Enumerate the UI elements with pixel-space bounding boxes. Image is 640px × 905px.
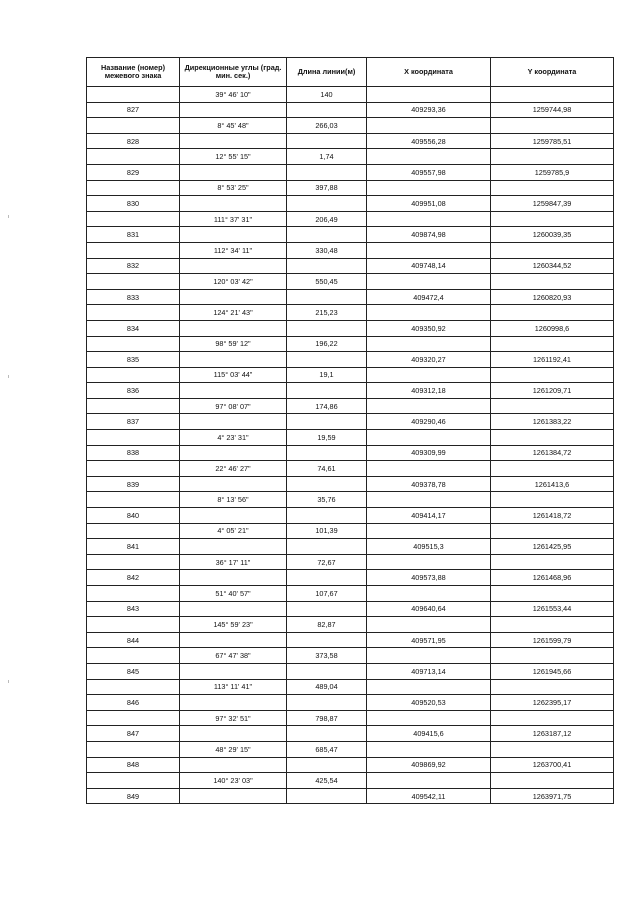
table-row <box>87 320 614 336</box>
cell-y <box>491 648 614 664</box>
cell-x <box>367 710 491 726</box>
cell-angle <box>180 508 287 524</box>
table-row <box>87 258 614 274</box>
cell-length: 425,54 <box>287 773 367 789</box>
cell-x: 409312,18 <box>367 383 491 399</box>
table-row <box>87 445 614 461</box>
cell-x <box>367 336 491 352</box>
header-length: Длина линии(м) <box>287 58 367 87</box>
cell-y <box>491 741 614 757</box>
table-row <box>87 211 614 227</box>
cell-angle <box>180 196 287 212</box>
cell-name <box>87 305 180 321</box>
cell-angle: 8° 45' 48" <box>180 118 287 134</box>
cell-length: 82,87 <box>287 617 367 633</box>
table-row <box>87 196 614 212</box>
cell-y: 1259785,9 <box>491 164 614 180</box>
cell-length <box>287 632 367 648</box>
cell-name: 843 <box>87 601 180 617</box>
cell-y <box>491 586 614 602</box>
cell-name <box>87 679 180 695</box>
cell-y: 1261383,22 <box>491 414 614 430</box>
cell-name <box>87 180 180 196</box>
cell-length: 266,03 <box>287 118 367 134</box>
cell-name: 842 <box>87 570 180 586</box>
cell-y <box>491 710 614 726</box>
cell-length: 330,48 <box>287 242 367 258</box>
cell-name: 836 <box>87 383 180 399</box>
cell-y <box>491 679 614 695</box>
cell-x: 409309,99 <box>367 445 491 461</box>
cell-x: 409869,92 <box>367 757 491 773</box>
cell-y <box>491 242 614 258</box>
cell-y <box>491 211 614 227</box>
cell-angle: 22° 46' 27" <box>180 461 287 477</box>
cell-x: 409556,28 <box>367 133 491 149</box>
table-row <box>87 367 614 383</box>
cell-y <box>491 773 614 789</box>
cell-y: 1263971,75 <box>491 788 614 804</box>
cell-length: 798,87 <box>287 710 367 726</box>
cell-name <box>87 586 180 602</box>
cell-length <box>287 757 367 773</box>
cell-x <box>367 149 491 165</box>
table-row <box>87 87 614 103</box>
table-row <box>87 741 614 757</box>
cell-x <box>367 679 491 695</box>
table-header-row <box>87 58 614 87</box>
cell-x <box>367 648 491 664</box>
cell-angle: 8° 13' 56" <box>180 492 287 508</box>
table-row <box>87 726 614 742</box>
cell-angle: 8° 53' 25" <box>180 180 287 196</box>
header-name: Название (номер) межевого знака <box>87 58 180 87</box>
cell-name: 845 <box>87 663 180 679</box>
cell-x <box>367 586 491 602</box>
cell-length <box>287 383 367 399</box>
cell-length <box>287 570 367 586</box>
cell-length: 373,58 <box>287 648 367 664</box>
cell-angle: 98° 59' 12" <box>180 336 287 352</box>
cell-length: 174,86 <box>287 398 367 414</box>
cell-angle <box>180 663 287 679</box>
cell-x <box>367 617 491 633</box>
cell-name <box>87 523 180 539</box>
table-row <box>87 305 614 321</box>
table-row <box>87 539 614 555</box>
table-row <box>87 336 614 352</box>
table-row <box>87 601 614 617</box>
cell-length <box>287 601 367 617</box>
cell-x: 409874,98 <box>367 227 491 243</box>
cell-x: 409290,46 <box>367 414 491 430</box>
cell-angle: 12° 55' 15" <box>180 149 287 165</box>
cell-length: 685,47 <box>287 741 367 757</box>
cell-name <box>87 336 180 352</box>
cell-y: 1261945,66 <box>491 663 614 679</box>
cell-angle: 145° 59' 23" <box>180 617 287 633</box>
table-row <box>87 617 614 633</box>
table-row <box>87 632 614 648</box>
cell-x: 409748,14 <box>367 258 491 274</box>
cell-x <box>367 180 491 196</box>
cell-name <box>87 242 180 258</box>
cell-angle <box>180 539 287 555</box>
cell-y: 1259847,39 <box>491 196 614 212</box>
cell-y: 1261468,96 <box>491 570 614 586</box>
cell-angle <box>180 352 287 368</box>
cell-name: 828 <box>87 133 180 149</box>
cell-y: 1260344,52 <box>491 258 614 274</box>
cell-y <box>491 554 614 570</box>
cell-y <box>491 523 614 539</box>
cell-y: 1260039,35 <box>491 227 614 243</box>
cell-name: 834 <box>87 320 180 336</box>
cell-length: 397,88 <box>287 180 367 196</box>
cell-x <box>367 492 491 508</box>
table-row <box>87 773 614 789</box>
cell-y <box>491 118 614 134</box>
cell-length: 140 <box>287 87 367 103</box>
table-row <box>87 523 614 539</box>
cell-name: 830 <box>87 196 180 212</box>
cell-y: 1261553,44 <box>491 601 614 617</box>
table-row <box>87 554 614 570</box>
cell-name <box>87 430 180 446</box>
cell-length <box>287 445 367 461</box>
cell-name <box>87 211 180 227</box>
cell-length <box>287 726 367 742</box>
table-row <box>87 164 614 180</box>
cell-angle <box>180 164 287 180</box>
cell-name <box>87 398 180 414</box>
cell-y <box>491 305 614 321</box>
cell-y: 1263187,12 <box>491 726 614 742</box>
cell-x <box>367 773 491 789</box>
cell-angle <box>180 133 287 149</box>
table-row <box>87 414 614 430</box>
table-row <box>87 492 614 508</box>
cell-name: 846 <box>87 695 180 711</box>
cell-length: 107,67 <box>287 586 367 602</box>
cell-y <box>491 367 614 383</box>
table-row <box>87 695 614 711</box>
table-row <box>87 383 614 399</box>
cell-name <box>87 648 180 664</box>
cell-name <box>87 554 180 570</box>
cell-x <box>367 741 491 757</box>
cell-length <box>287 788 367 804</box>
cell-length <box>287 663 367 679</box>
cell-x: 409472,4 <box>367 289 491 305</box>
cell-angle <box>180 383 287 399</box>
cell-y: 1262395,17 <box>491 695 614 711</box>
cell-x <box>367 398 491 414</box>
table-row <box>87 149 614 165</box>
cell-name: 837 <box>87 414 180 430</box>
cell-angle: 51° 40' 57" <box>180 586 287 602</box>
cell-angle <box>180 414 287 430</box>
cell-x: 409542,11 <box>367 788 491 804</box>
cell-x <box>367 274 491 290</box>
cell-x: 409571,95 <box>367 632 491 648</box>
table-row <box>87 476 614 492</box>
cell-angle: 48° 29' 15" <box>180 741 287 757</box>
table-row <box>87 118 614 134</box>
cell-name: 841 <box>87 539 180 555</box>
cell-angle: 115° 03' 44" <box>180 367 287 383</box>
cell-y <box>491 149 614 165</box>
cell-length <box>287 258 367 274</box>
header-angle: Дирекционные углы (град. мин. сек.) <box>180 58 287 87</box>
cell-x <box>367 211 491 227</box>
cell-y: 1261192,41 <box>491 352 614 368</box>
header-y: Y координата <box>491 58 614 87</box>
cell-angle: 39° 46' 10" <box>180 87 287 103</box>
cell-length: 101,39 <box>287 523 367 539</box>
cell-length <box>287 196 367 212</box>
table-row <box>87 430 614 446</box>
cell-name: 827 <box>87 102 180 118</box>
cell-angle <box>180 227 287 243</box>
cell-y: 1261413,6 <box>491 476 614 492</box>
cell-name <box>87 367 180 383</box>
cell-name: 847 <box>87 726 180 742</box>
scan-mark <box>8 375 9 378</box>
cell-angle <box>180 695 287 711</box>
cell-angle: 120° 03' 42" <box>180 274 287 290</box>
cell-y <box>491 430 614 446</box>
cell-y: 1263700,41 <box>491 757 614 773</box>
table-row <box>87 227 614 243</box>
cell-angle: 111° 37' 31" <box>180 211 287 227</box>
cell-angle <box>180 289 287 305</box>
cell-y: 1261418,72 <box>491 508 614 524</box>
cell-length <box>287 289 367 305</box>
table-row <box>87 352 614 368</box>
cell-angle: 113° 11' 41" <box>180 679 287 695</box>
cell-y <box>491 461 614 477</box>
cell-length <box>287 133 367 149</box>
cell-name: 831 <box>87 227 180 243</box>
cell-length <box>287 414 367 430</box>
cell-x: 409320,27 <box>367 352 491 368</box>
cell-angle <box>180 258 287 274</box>
cell-name: 839 <box>87 476 180 492</box>
cell-name <box>87 87 180 103</box>
header-x: X координата <box>367 58 491 87</box>
table-row <box>87 570 614 586</box>
cell-angle: 97° 32' 51" <box>180 710 287 726</box>
table-row <box>87 180 614 196</box>
cell-length: 206,49 <box>287 211 367 227</box>
scan-mark <box>8 215 9 218</box>
cell-length: 215,23 <box>287 305 367 321</box>
cell-name: 829 <box>87 164 180 180</box>
cell-name: 844 <box>87 632 180 648</box>
cell-angle: 97° 08' 07" <box>180 398 287 414</box>
table-row <box>87 757 614 773</box>
cell-x <box>367 461 491 477</box>
cell-x <box>367 87 491 103</box>
cell-length <box>287 164 367 180</box>
cell-length: 1,74 <box>287 149 367 165</box>
cell-x: 409350,92 <box>367 320 491 336</box>
cell-angle <box>180 632 287 648</box>
cell-x: 409713,14 <box>367 663 491 679</box>
cell-length <box>287 102 367 118</box>
cell-y: 1261209,71 <box>491 383 614 399</box>
cell-length <box>287 227 367 243</box>
cell-angle: 140° 23' 03" <box>180 773 287 789</box>
cell-y: 1259744,98 <box>491 102 614 118</box>
cell-name <box>87 773 180 789</box>
table-row <box>87 242 614 258</box>
table-row <box>87 586 614 602</box>
cell-x: 409557,98 <box>367 164 491 180</box>
cell-name: 849 <box>87 788 180 804</box>
cell-name: 840 <box>87 508 180 524</box>
cell-x: 409640,64 <box>367 601 491 617</box>
cell-angle <box>180 601 287 617</box>
cell-name <box>87 118 180 134</box>
cell-y: 1260998,6 <box>491 320 614 336</box>
table-row <box>87 663 614 679</box>
table-row <box>87 274 614 290</box>
cell-x <box>367 305 491 321</box>
cell-length: 196,22 <box>287 336 367 352</box>
cell-angle: 112° 34' 11" <box>180 242 287 258</box>
cell-name <box>87 274 180 290</box>
cell-angle: 67° 47' 38" <box>180 648 287 664</box>
cell-name <box>87 149 180 165</box>
cell-y <box>491 87 614 103</box>
cell-y <box>491 617 614 633</box>
cell-length <box>287 539 367 555</box>
cell-length: 35,76 <box>287 492 367 508</box>
table-row <box>87 710 614 726</box>
cell-length: 550,45 <box>287 274 367 290</box>
cell-x: 409515,3 <box>367 539 491 555</box>
cell-x: 409378,78 <box>367 476 491 492</box>
cell-y: 1261384,72 <box>491 445 614 461</box>
table-row <box>87 133 614 149</box>
cell-x: 409951,08 <box>367 196 491 212</box>
cell-angle <box>180 757 287 773</box>
cell-length: 19,59 <box>287 430 367 446</box>
table-row <box>87 788 614 804</box>
cell-angle <box>180 445 287 461</box>
cell-y: 1259785,51 <box>491 133 614 149</box>
cell-name <box>87 617 180 633</box>
cell-x: 409520,53 <box>367 695 491 711</box>
cell-length <box>287 695 367 711</box>
cell-angle: 36° 17' 11" <box>180 554 287 570</box>
cell-angle: 124° 21' 43" <box>180 305 287 321</box>
cell-angle <box>180 320 287 336</box>
table-row <box>87 398 614 414</box>
table-row <box>87 102 614 118</box>
cell-name: 833 <box>87 289 180 305</box>
cell-x: 409293,36 <box>367 102 491 118</box>
cell-angle: 4° 05' 21" <box>180 523 287 539</box>
cell-angle <box>180 570 287 586</box>
cell-x <box>367 554 491 570</box>
cell-x: 409414,17 <box>367 508 491 524</box>
cell-x: 409415,6 <box>367 726 491 742</box>
cell-y <box>491 336 614 352</box>
cell-name: 835 <box>87 352 180 368</box>
scan-mark <box>8 680 9 683</box>
table-row <box>87 461 614 477</box>
table-row <box>87 648 614 664</box>
cell-name <box>87 710 180 726</box>
table-row <box>87 508 614 524</box>
cell-name <box>87 741 180 757</box>
table-row <box>87 679 614 695</box>
cell-angle <box>180 726 287 742</box>
cell-name: 848 <box>87 757 180 773</box>
cell-angle: 4° 23' 31" <box>180 430 287 446</box>
cell-y <box>491 180 614 196</box>
cell-y: 1260820,93 <box>491 289 614 305</box>
cell-name: 838 <box>87 445 180 461</box>
cell-length: 19,1 <box>287 367 367 383</box>
cell-name <box>87 461 180 477</box>
cell-length: 72,67 <box>287 554 367 570</box>
cell-angle <box>180 102 287 118</box>
cell-y: 1261599,79 <box>491 632 614 648</box>
cell-x: 409573,88 <box>367 570 491 586</box>
cell-x <box>367 118 491 134</box>
cell-x <box>367 242 491 258</box>
cell-length: 74,61 <box>287 461 367 477</box>
cell-angle <box>180 476 287 492</box>
cell-length <box>287 352 367 368</box>
boundary-coordinates-table <box>86 57 614 804</box>
cell-length <box>287 508 367 524</box>
table-body <box>87 87 614 804</box>
cell-angle <box>180 788 287 804</box>
cell-y <box>491 492 614 508</box>
cell-name: 832 <box>87 258 180 274</box>
cell-length <box>287 476 367 492</box>
cell-x <box>367 367 491 383</box>
cell-length: 489,04 <box>287 679 367 695</box>
cell-x <box>367 430 491 446</box>
cell-y <box>491 398 614 414</box>
table-row <box>87 289 614 305</box>
cell-y <box>491 274 614 290</box>
cell-length <box>287 320 367 336</box>
cell-x <box>367 523 491 539</box>
cell-y: 1261425,95 <box>491 539 614 555</box>
cell-name <box>87 492 180 508</box>
